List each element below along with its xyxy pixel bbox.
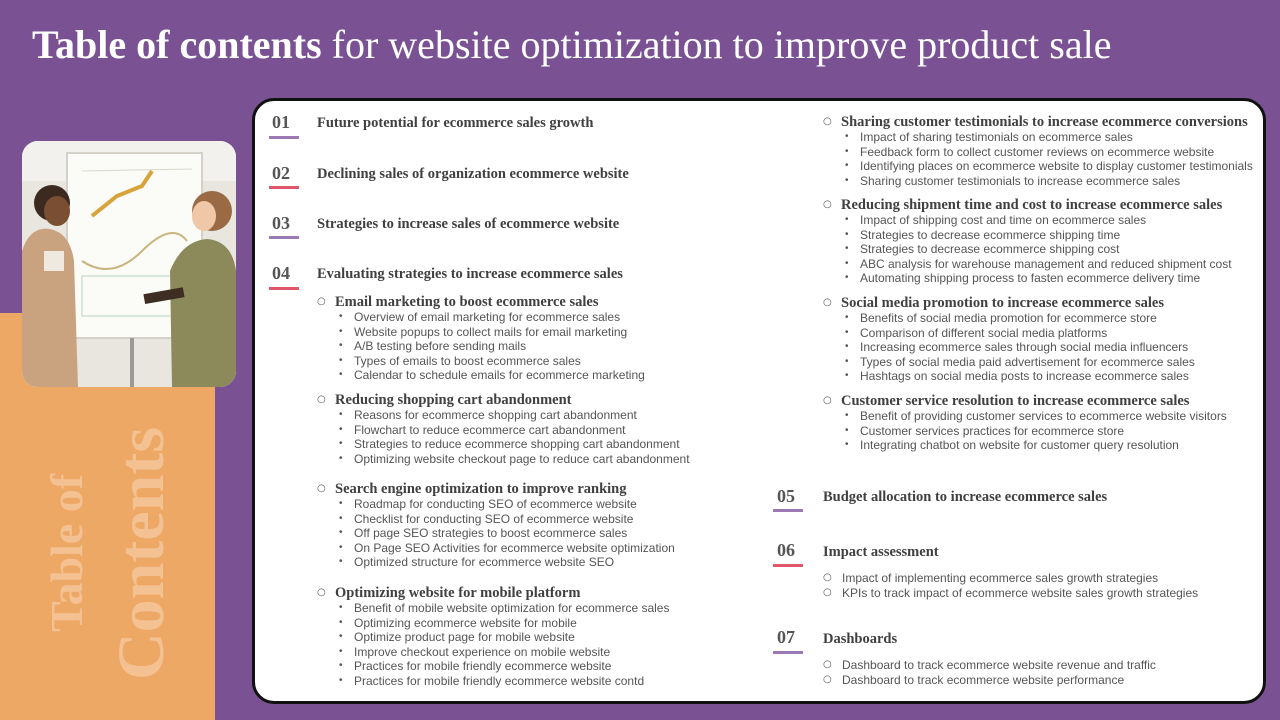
section-number: 04: [272, 263, 290, 283]
section-title[interactable]: Future potential for ecommerce sales growth: [317, 115, 594, 131]
presentation-photo: [22, 141, 236, 387]
contents-card: [252, 98, 1266, 704]
list-item[interactable]: • ABC analysis for warehouse management and reduced shipment cost: [823, 257, 1232, 272]
list-item[interactable]: ○ Impact of implementing ecommerce sales growth strategies: [823, 571, 1198, 586]
subsection: [317, 481, 675, 570]
subsection-title[interactable]: ○ Social media promotion to increase ecommerce sales: [823, 295, 1195, 311]
subsection-title[interactable]: ○ Customer service resolution to increase ecommerce sales: [823, 393, 1227, 409]
subsection-title[interactable]: ○ Sharing customer testimonials to increase ecommerce conversions: [823, 114, 1253, 130]
section-title[interactable]: Dashboards: [823, 631, 898, 647]
subsection-items: [823, 311, 1195, 384]
list-item[interactable]: • Off page SEO strategies to boost ecommerce sales: [317, 526, 675, 541]
page-title: [32, 20, 1111, 70]
list-item[interactable]: • A/B testing before sending mails: [317, 339, 645, 354]
section-number: 02: [272, 163, 290, 183]
subsection: [823, 295, 1195, 384]
list-item[interactable]: • Strategies to decrease ecommerce shipping time: [823, 228, 1232, 243]
section-underline: [773, 651, 803, 654]
subsection-title[interactable]: ○ Reducing shipment time and cost to increase ecommerce sales: [823, 197, 1232, 213]
section-number: 06: [777, 540, 795, 560]
section-number: 07: [777, 627, 795, 647]
section-number: 01: [272, 112, 290, 132]
list-item[interactable]: • Reasons for ecommerce shopping cart abandonment: [317, 408, 690, 423]
subsection-title[interactable]: ○ Reducing shopping cart abandonment: [317, 392, 690, 408]
section-underline: [269, 136, 299, 139]
list-item[interactable]: • Hashtags on social media posts to increase ecommerce sales: [823, 369, 1195, 384]
subsection: [823, 197, 1232, 286]
list-item[interactable]: • Types of emails to boost ecommerce sales: [317, 354, 645, 369]
list-item[interactable]: • Identifying places on ecommerce website to display customer testimonials: [823, 159, 1253, 174]
meeting-illustration: [22, 141, 236, 387]
list-item[interactable]: • Automating shipping process to fasten ecommerce delivery time: [823, 271, 1232, 286]
section-title[interactable]: Budget allocation to increase ecommerce sales: [823, 489, 1108, 505]
section-title[interactable]: Declining sales of organization ecommerce website: [317, 166, 629, 182]
list-item[interactable]: • Benefit of providing customer services to ecommerce website visitors: [823, 409, 1227, 424]
list-item[interactable]: • Sharing customer testimonials to increase ecommerce sales: [823, 174, 1253, 189]
section-title[interactable]: Impact assessment: [823, 544, 939, 560]
list-item[interactable]: • Optimizing website checkout page to reduce cart abandonment: [317, 452, 690, 467]
subsection: [823, 393, 1227, 453]
section-underline: [269, 236, 299, 239]
section-number: 05: [777, 486, 795, 506]
list-item[interactable]: • Checklist for conducting SEO of ecommerce website: [317, 512, 675, 527]
list-item[interactable]: • Roadmap for conducting SEO of ecommerce website: [317, 497, 675, 512]
subsection: [317, 294, 645, 383]
list-item[interactable]: • Flowchart to reduce ecommerce cart abandonment: [317, 423, 690, 438]
section-underline: [269, 186, 299, 189]
section-underline: [773, 509, 803, 512]
list-item[interactable]: • Improve checkout experience on mobile website: [317, 645, 669, 660]
list-item[interactable]: • Types of social media paid advertisement for ecommerce sales: [823, 355, 1195, 370]
list-item[interactable]: • Benefit of mobile website optimization for ecommerce sales: [317, 601, 669, 616]
section-underline: [269, 287, 299, 290]
list-item[interactable]: • Website popups to collect mails for email marketing: [317, 325, 645, 340]
list-item[interactable]: • Impact of shipping cost and time on ecommerce sales: [823, 213, 1232, 228]
page-title-rest: for website optimization to improve product sale: [321, 22, 1112, 67]
list-item[interactable]: • Optimize product page for mobile website: [317, 630, 669, 645]
list-item[interactable]: • Customer services practices for ecommerce store: [823, 424, 1227, 439]
list-item[interactable]: • On Page SEO Activities for ecommerce website optimization: [317, 541, 675, 556]
subsection: [823, 114, 1253, 188]
list-item[interactable]: ○ KPIs to track impact of ecommerce website sales growth strategies: [823, 586, 1198, 601]
list-item[interactable]: • Benefits of social media promotion for ecommerce store: [823, 311, 1195, 326]
side-label-line2: Contents: [105, 426, 178, 680]
list-item[interactable]: • Practices for mobile friendly ecommerce website: [317, 659, 669, 674]
subsection-title[interactable]: ○ Optimizing website for mobile platform: [317, 585, 669, 601]
list-item[interactable]: • Increasing ecommerce sales through social media influencers: [823, 340, 1195, 355]
section-title[interactable]: Evaluating strategies to increase ecommerce sales: [317, 266, 623, 282]
section-number: 03: [272, 213, 290, 233]
dashboard-items: [823, 658, 1156, 687]
list-item[interactable]: • Integrating chatbot on website for customer query resolution: [823, 438, 1227, 453]
list-item[interactable]: • Overview of email marketing for ecommerce sales: [317, 310, 645, 325]
subsection-items: [317, 601, 669, 688]
subsection-items: [823, 213, 1232, 286]
page-title-bold: Table of contents: [32, 22, 322, 67]
subsection-title[interactable]: ○ Search engine optimization to improve ranking: [317, 481, 675, 497]
section-underline: [773, 564, 803, 567]
side-label-line1: Table of: [41, 473, 92, 632]
list-item[interactable]: • Strategies to decrease ecommerce shipping cost: [823, 242, 1232, 257]
list-item[interactable]: • Strategies to reduce ecommerce shopping cart abandonment: [317, 437, 690, 452]
subsection-items: [317, 310, 645, 383]
impact-assessment-items: [823, 571, 1198, 600]
list-item[interactable]: • Comparison of different social media platforms: [823, 326, 1195, 341]
subsection-items: [317, 497, 675, 570]
list-item[interactable]: • Feedback form to collect customer reviews on ecommerce website: [823, 145, 1253, 160]
subsection: [317, 392, 690, 466]
list-item[interactable]: • Calendar to schedule emails for ecommerce marketing: [317, 368, 645, 383]
section-title[interactable]: Strategies to increase sales of ecommerce website: [317, 216, 620, 232]
list-item[interactable]: ○ Dashboard to track ecommerce website revenue and traffic: [823, 658, 1156, 673]
list-item[interactable]: • Optimizing ecommerce website for mobile: [317, 616, 669, 631]
subsection-title[interactable]: ○ Email marketing to boost ecommerce sales: [317, 294, 645, 310]
list-item[interactable]: ○ Dashboard to track ecommerce website performance: [823, 673, 1156, 688]
list-item[interactable]: • Impact of sharing testimonials on ecommerce sales: [823, 130, 1253, 145]
subsection-items: [317, 408, 690, 466]
subsection: [317, 585, 669, 688]
subsection-items: [823, 130, 1253, 188]
subsection-items: [823, 409, 1227, 453]
list-item[interactable]: • Practices for mobile friendly ecommerce website contd: [317, 674, 669, 689]
list-item[interactable]: • Optimized structure for ecommerce website SEO: [317, 555, 675, 570]
